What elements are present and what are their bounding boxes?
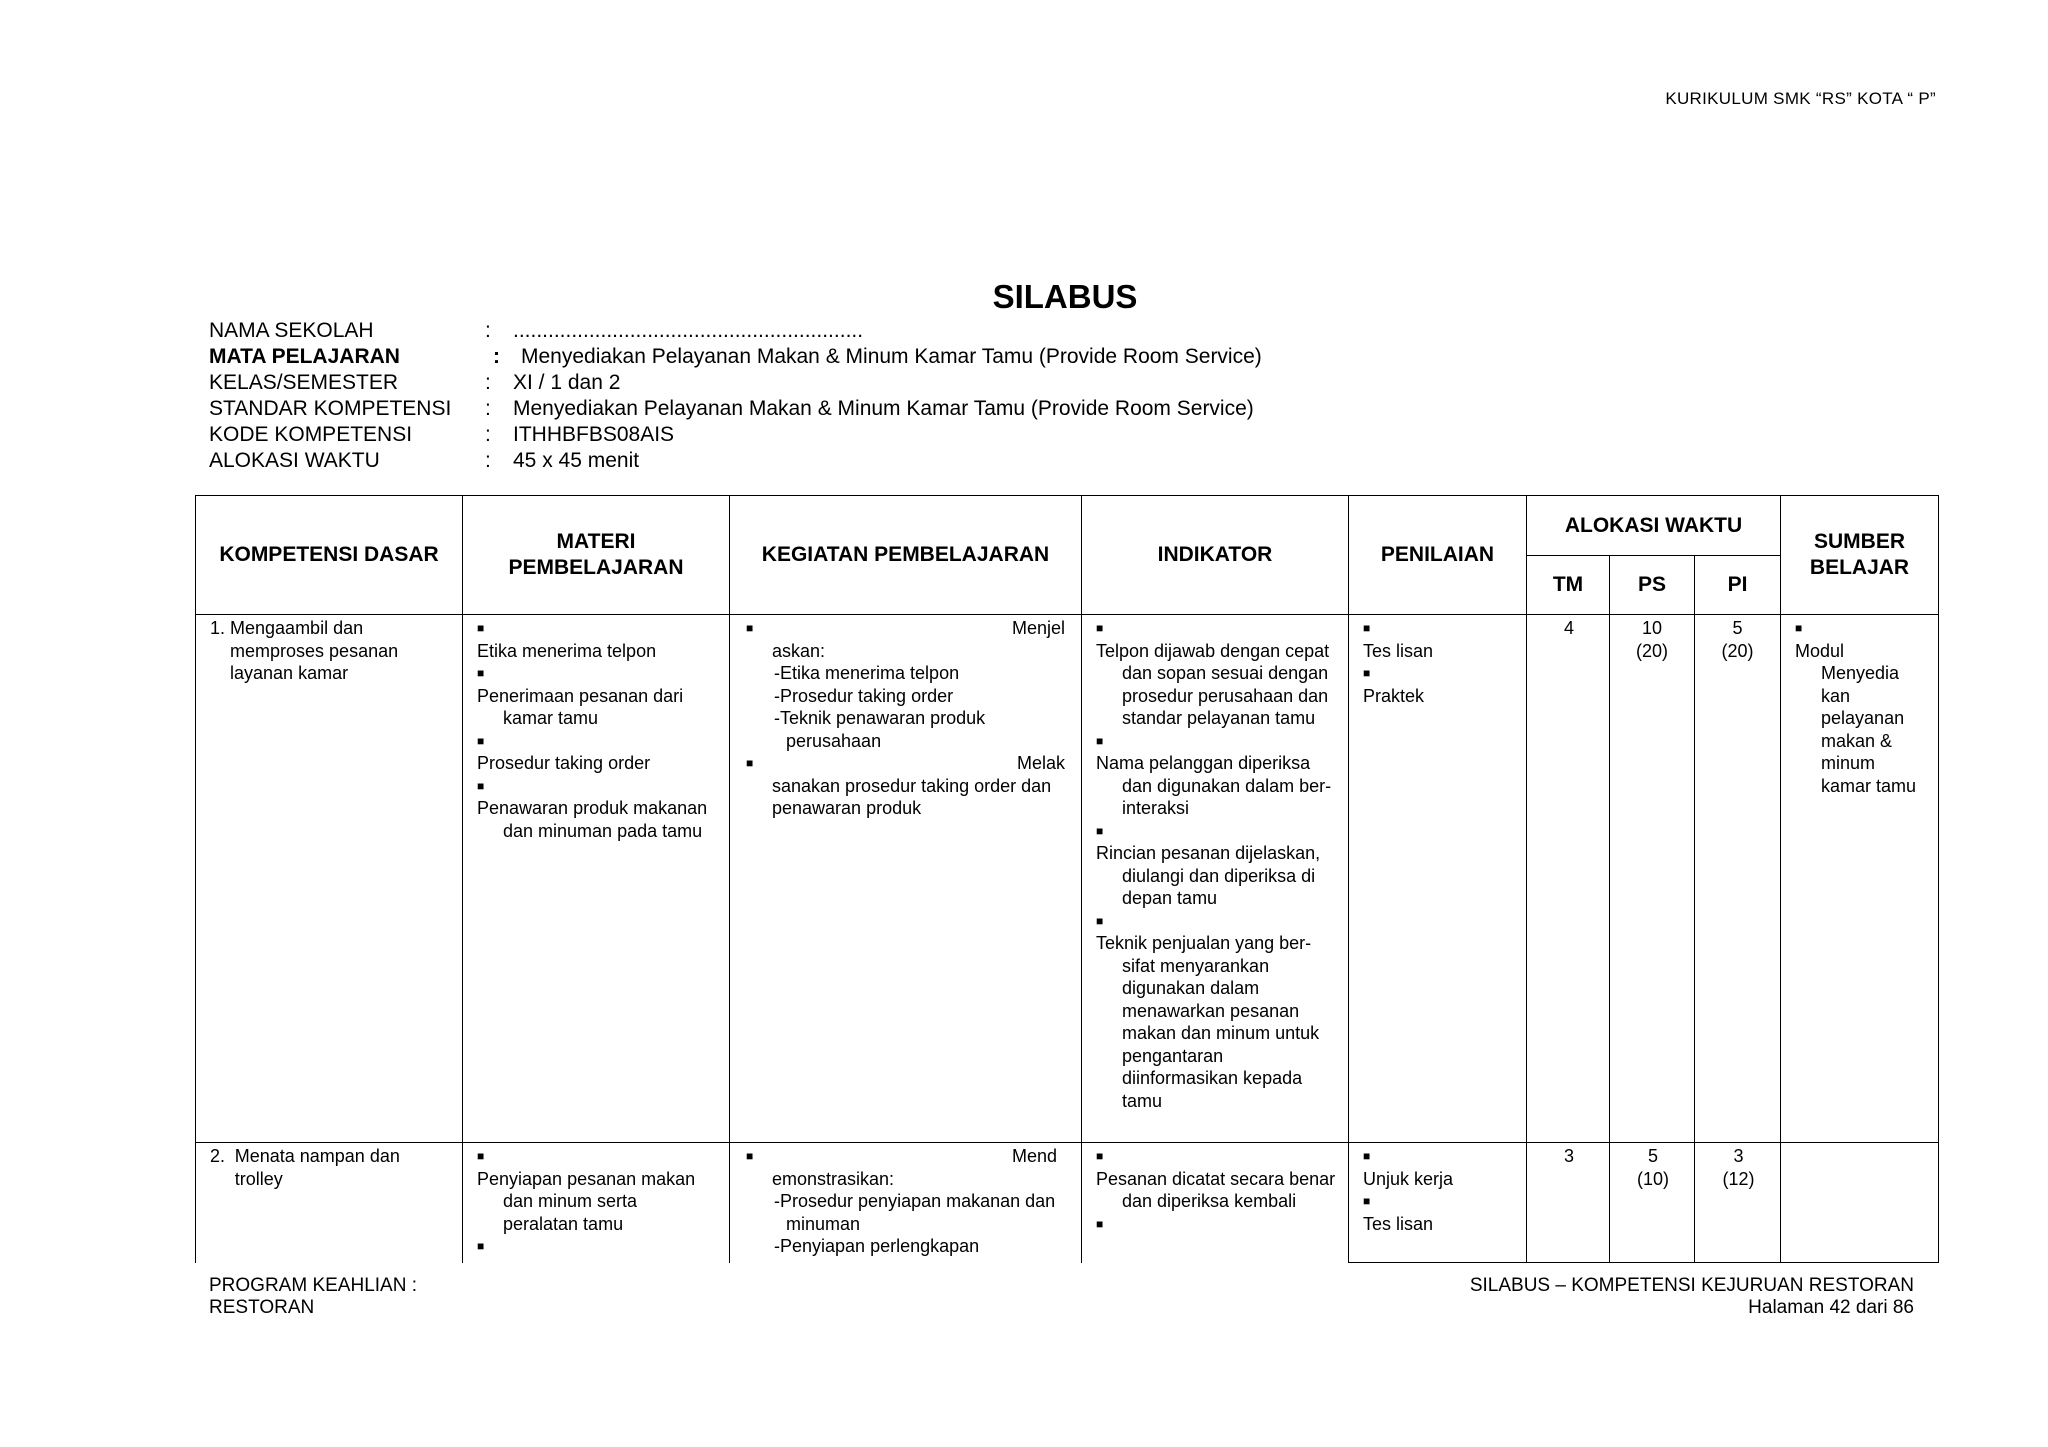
ps-value: 10: [1641, 618, 1663, 638]
bullet-icon: ■: [1096, 1216, 1104, 1231]
meta-value: 45 x 45 menit: [513, 449, 640, 472]
tm-value: 4: [1563, 618, 1574, 638]
meta-colon: :: [485, 319, 491, 342]
bullet-icon: ■: [1363, 1149, 1371, 1163]
bullet-icon: ■: [1096, 621, 1104, 635]
pi-value: 3: [1733, 1146, 1744, 1166]
cell-materi: [463, 615, 730, 1143]
ps-value: 5: [1647, 1146, 1658, 1166]
meta-block: [209, 318, 1262, 474]
meta-row-kode-kompetensi: [209, 422, 1262, 448]
meta-row-mata-pelajaran: [209, 344, 1262, 370]
bullet-icon: ■: [746, 621, 754, 635]
meta-value: ITHHBFBS08AIS: [513, 423, 675, 446]
cell-sumber: [1781, 1143, 1939, 1263]
ps-sub: (20): [1635, 640, 1668, 661]
header-materi-pembelajaran: MATERI PEMBELAJARAN: [463, 496, 730, 615]
kegiatan-item: [746, 1145, 1057, 1168]
cell-ps: [1610, 615, 1695, 1143]
meta-value: Menyediakan Pelayanan Makan & Minum Kamar Tamu (Provide Room Service): [513, 397, 1254, 420]
table-row: [196, 1143, 1939, 1263]
meta-label: ALOKASI WAKTU: [209, 449, 380, 472]
sub-item: -Prosedur taking order: [774, 685, 954, 706]
bullet-icon: ■: [1096, 733, 1104, 748]
kegiatan-sublist: [746, 1190, 1057, 1258]
syllabus-table: [195, 495, 1939, 1263]
ps-sub: (10): [1636, 1168, 1669, 1189]
cell-indikator: [1082, 1143, 1349, 1263]
indikator-item: Rincian pesanan dijelaskan, diulangi dan diperiksa di depan tamu: [1096, 843, 1321, 908]
materi-item: Etika menerima telpon: [477, 640, 657, 661]
cell-pi: [1695, 615, 1781, 1143]
bullet-icon: ■: [477, 621, 485, 635]
bullet-icon: ■: [1096, 1149, 1104, 1163]
bullet-icon: ■: [1363, 1194, 1371, 1208]
kegiatan-text: askan:: [772, 640, 826, 661]
meta-colon: :: [485, 397, 491, 420]
penilaian-item: Unjuk kerja: [1363, 1168, 1454, 1189]
footer-program-value: RESTORAN: [209, 1297, 315, 1318]
kegiatan-head: Mend: [1011, 1146, 1057, 1166]
sub-item: -Etika menerima telpon: [774, 663, 960, 683]
kegiatan-text: emonstrasikan:: [772, 1168, 895, 1189]
footer-program-label: PROGRAM KEAHLIAN :: [209, 1275, 417, 1296]
table-header-row: [196, 496, 1939, 556]
header-kegiatan-pembelajaran: KEGIATAN PEMBELAJARAN: [730, 496, 1082, 615]
footer-doc-title: SILABUS – KOMPETENSI KEJURUAN RESTORAN: [1469, 1275, 1914, 1296]
kegiatan-item: [746, 617, 1065, 640]
bullet-icon: ■: [477, 666, 485, 680]
footer-doc-info: [1470, 1275, 1914, 1319]
meta-label: KELAS/SEMESTER: [209, 371, 399, 394]
cell-sumber: [1781, 615, 1939, 1143]
meta-value: XI / 1 dan 2: [513, 371, 621, 394]
pi-value: 5: [1732, 618, 1743, 638]
bullet-icon: ■: [746, 1149, 754, 1163]
header-penilaian: PENILAIAN: [1349, 496, 1527, 615]
materi-item: Penerimaan pesanan dari kamar tamu: [477, 685, 684, 728]
kompetensi-number: 2.: [210, 1146, 226, 1166]
cell-penilaian: [1349, 615, 1527, 1143]
bullet-icon: ■: [1363, 666, 1371, 680]
bullet-icon: ■: [1795, 621, 1803, 635]
page-title: SILABUS: [992, 278, 1138, 315]
meta-row-nama-sekolah: [209, 318, 1262, 344]
meta-colon: :: [485, 449, 491, 472]
header-ps: PS: [1610, 556, 1695, 615]
bullet-icon: ■: [477, 778, 485, 793]
curriculum-header: KURIKULUM SMK “RS” KOTA “ P”: [1665, 89, 1936, 108]
cell-indikator: [1082, 615, 1349, 1143]
bullet-icon: ■: [477, 1239, 485, 1253]
meta-label: STANDAR KOMPETENSI: [209, 397, 452, 420]
meta-value: ............................................................: [513, 319, 864, 342]
bullet-icon: ■: [1363, 621, 1371, 635]
bullet-icon: ■: [477, 733, 485, 748]
kompetensi-text: Menata nampan dan trolley: [234, 1146, 400, 1189]
meta-colon: :: [485, 371, 491, 394]
materi-item: Penawaran produk makanan dan minuman pada tamu: [477, 798, 708, 841]
cell-kompetensi: [196, 615, 463, 1143]
bullet-icon: ■: [1096, 913, 1104, 928]
meta-colon: :: [493, 345, 500, 368]
footer-page-number: Halaman 42 dari 86: [1748, 1297, 1914, 1318]
header-kompetensi-dasar: KOMPETENSI DASAR: [196, 496, 463, 615]
penilaian-item: Tes lisan: [1363, 1213, 1434, 1234]
bullet-icon: ■: [746, 756, 754, 770]
indikator-item: Nama pelanggan diperiksa dan digunakan dalam ber-interaksi: [1096, 753, 1332, 818]
meta-row-standar-kompetensi: [209, 396, 1262, 422]
cell-pi: [1695, 1143, 1781, 1263]
footer-program: [209, 1275, 417, 1319]
cell-kegiatan: [730, 615, 1082, 1143]
materi-item: Penyiapan pesanan makan dan minum serta peralatan tamu: [477, 1168, 696, 1234]
cell-materi: [463, 1143, 730, 1263]
meta-value: Menyediakan Pelayanan Makan & Minum Kamar Tamu (Provide Room Service): [521, 345, 1262, 368]
kegiatan-text: sanakan prosedur taking order dan penawaran produk: [772, 775, 1052, 818]
kegiatan-sublist: [746, 662, 1065, 752]
indikator-item: Teknik penjualan yang ber-sifat menyarankan digunakan dalam menawarkan pesanan makan dan minum untuk pengantaran diinformasikan kepada tamu: [1096, 933, 1320, 1111]
bullet-icon: ■: [477, 1149, 485, 1163]
header-indikator: INDIKATOR: [1082, 496, 1349, 615]
meta-label: NAMA SEKOLAH: [209, 319, 374, 342]
kompetensi-text: Mengaambil dan memproses pesanan layanan kamar: [230, 618, 399, 683]
cell-penilaian: [1349, 1143, 1527, 1263]
sumber-item: Modul Menyedia kan pelayanan makan & minum kamar tamu: [1795, 640, 1917, 796]
sub-item: -Prosedur penyiapan makanan dan minuman: [774, 1191, 1056, 1234]
sub-item: -Penyiapan perlengkapan: [774, 1236, 980, 1256]
indikator-item: Telpon dijawab dengan cepat dan sopan sesuai dengan prosedur perusahaan dan standar pelayanan tamu: [1096, 640, 1330, 728]
materi-item: Prosedur taking order: [477, 753, 651, 773]
kegiatan-head: Melak: [1016, 753, 1065, 773]
header-pi: PI: [1695, 556, 1781, 615]
meta-label: KODE KOMPETENSI: [209, 423, 413, 446]
cell-tm: [1527, 1143, 1610, 1263]
header-tm: TM: [1527, 556, 1610, 615]
header-sumber-belajar: SUMBER BELAJAR: [1781, 496, 1939, 615]
kompetensi-number: 1.: [210, 618, 226, 638]
kegiatan-item: [746, 752, 1065, 775]
indikator-item: Pesanan dicatat secara benar dan diperiksa kembali: [1096, 1168, 1336, 1211]
meta-row-kelas-semester: [209, 370, 1262, 396]
cell-ps: [1610, 1143, 1695, 1263]
meta-row-alokasi-waktu: [209, 448, 1262, 474]
meta-label: MATA PELAJARAN: [209, 345, 400, 368]
meta-colon: :: [485, 423, 491, 446]
bullet-icon: ■: [1096, 823, 1104, 838]
cell-kegiatan: [730, 1143, 1082, 1263]
cell-kompetensi: [196, 1143, 463, 1263]
tm-value: 3: [1563, 1146, 1574, 1166]
pi-sub: (20): [1721, 640, 1754, 661]
header-alokasi-waktu: ALOKASI WAKTU: [1527, 496, 1781, 556]
kegiatan-head: Menjel: [1011, 618, 1065, 638]
pi-sub: (12): [1722, 1168, 1755, 1189]
table-row: [196, 615, 1939, 1143]
sub-item: -Teknik penawaran produk perusahaan: [774, 708, 986, 751]
penilaian-item: Praktek: [1363, 685, 1425, 706]
cell-tm: [1527, 615, 1610, 1143]
penilaian-item: Tes lisan: [1363, 640, 1434, 661]
